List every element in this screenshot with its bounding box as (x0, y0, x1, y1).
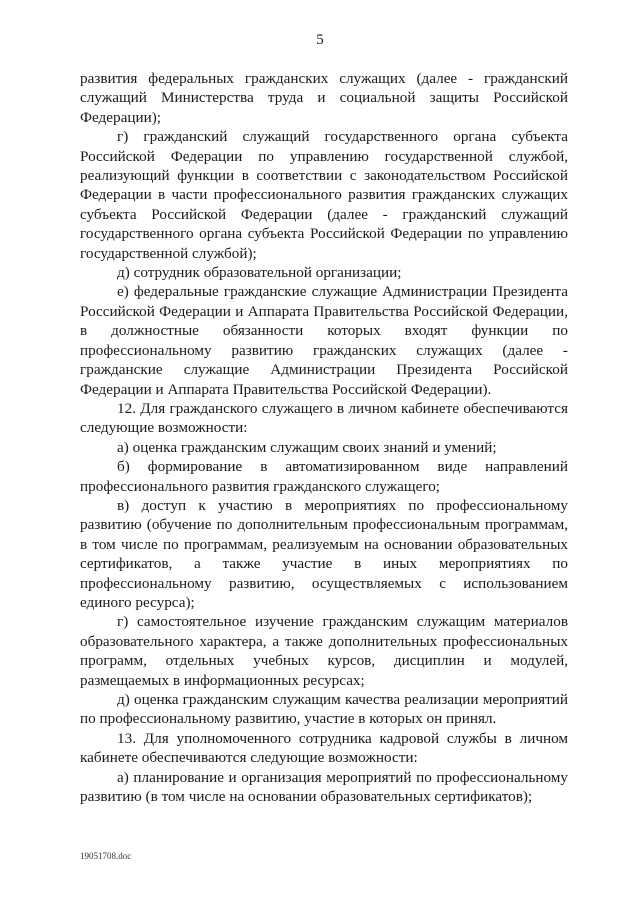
paragraph: д) оценка гражданским служащим качества реализации мероприятий по профессиональному развитию, участие в которых он принял. (80, 691, 568, 728)
paragraph: г) гражданский служащий государственного органа субъекта Российской Федерации по управлению государственной службой, реализующий функции в соответствии с законодательством Российской Федерации в части профессионального развития гражданских служащих субъекта Российской Федерации (далее - гражданский служащий государственного органа субъекта Российской Федерации по управлению государственной службой); (80, 128, 568, 262)
footer-filename: 19051708.doc (80, 851, 132, 861)
paragraph: а) оценка гражданским служащим своих знаний и умений; (117, 438, 497, 456)
paragraph: 12. Для гражданского служащего в личном кабинете обеспечиваются следующие возможности: (80, 399, 568, 437)
paragraph: б) формирование в автоматизированном виде направлений профессионального развития гражданского служащего; (80, 458, 568, 495)
document-body (80, 69, 568, 806)
paragraph: а) планирование и организация мероприятий по профессиональному развитию (в том числе на основании образовательных сертификатов); (80, 768, 568, 806)
paragraph: е) федеральные гражданские служащие Администрации Президента Российской Федерации и Аппарата Правительства Российской Федерации, в должностные обязанности которых входят функции по профессиональному развитию гражданских служащих (далее - гражданские служащие Администрации Президента Российской Федерации и Аппарата Правительства Российской Федерации). (80, 283, 568, 398)
paragraph: г) самостоятельное изучение гражданским служащим материалов образовательного характера, а также дополнительных профессиональных программ, отдельных учебных курсов, дисциплин и модулей, размещаемых в информационных ресурсах; (80, 613, 568, 689)
paragraph: 13. Для уполномоченного сотрудника кадровой службы в личном кабинете обеспечиваются следующие возможности: (80, 729, 568, 767)
paragraph: д) сотрудник образовательной организации; (117, 264, 402, 282)
page-number: 5 (316, 32, 324, 48)
paragraph: развития федеральных гражданских служащих (далее - гражданский служащий Министерства труда и социальной защиты Российской Федерации); (80, 70, 568, 126)
paragraph: в) доступ к участию в мероприятиях по профессиональному развитию (обучение по дополнительным профессиональным программам, в том числе по программам, реализуемым на основании образовательных сертификатов, а также участие в иных мероприятиях по профессиональному развитию, осуществляемых с использованием единого ресурса); (80, 496, 568, 611)
